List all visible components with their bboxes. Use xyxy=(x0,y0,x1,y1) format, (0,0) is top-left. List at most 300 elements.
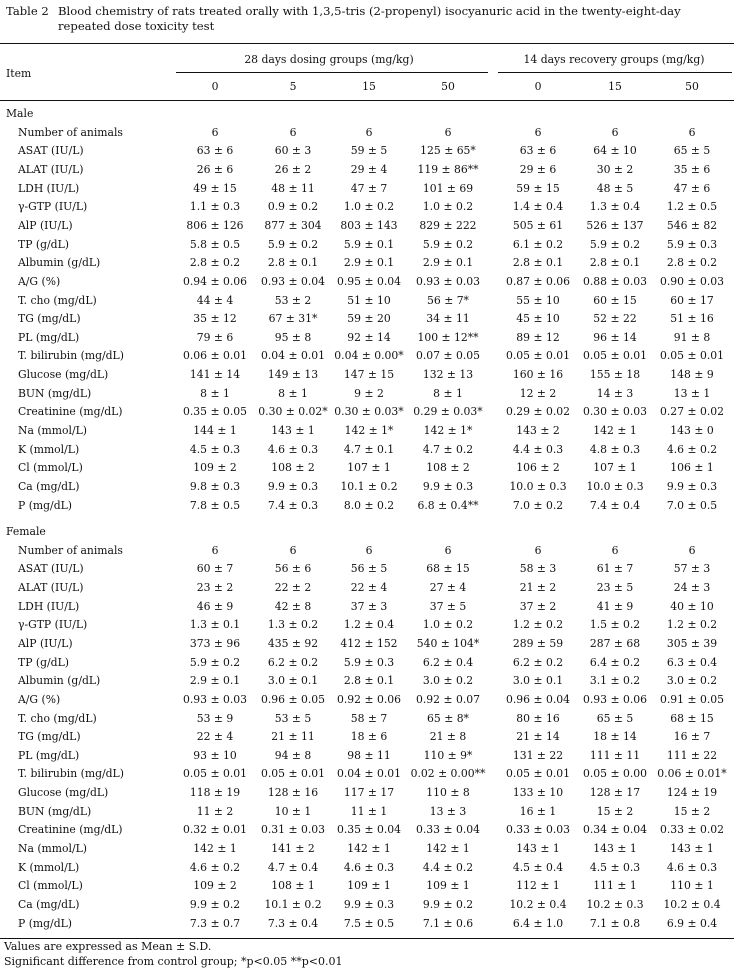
table-number: Table 2 xyxy=(6,4,49,18)
table-cell: 0.93 ± 0.06 xyxy=(583,692,647,706)
table-cell: 803 ± 143 xyxy=(340,218,398,232)
table-cell: 6 xyxy=(688,543,696,557)
table-cell: 141 ± 2 xyxy=(271,842,315,856)
table-cell: 289 ± 59 xyxy=(512,636,564,650)
table-cell: 10.0 ± 0.3 xyxy=(586,480,644,493)
table-cell: 4.6 ± 0.3 xyxy=(343,860,395,874)
bottom-rule xyxy=(0,938,734,939)
table-cell: 143 ± 1 xyxy=(670,842,714,856)
table-cell: 6.2 ± 0.2 xyxy=(267,655,319,669)
table-cell: 60 ± 15 xyxy=(593,293,637,307)
table-cell: 0.32 ± 0.01 xyxy=(183,823,247,837)
table-cell: 2.8 ± 0.1 xyxy=(512,256,564,270)
table-cell: 0.35 ± 0.05 xyxy=(183,405,247,419)
dose-header-cell: 50 xyxy=(685,80,699,93)
table-cell: 10.0 ± 0.3 xyxy=(509,480,567,493)
table-cell: 2.8 ± 0.2 xyxy=(666,256,718,270)
table-cell: 0.02 ± 0.00** xyxy=(410,767,486,781)
row-label: TG (mg/dL) xyxy=(18,312,81,326)
table-cell: 1.4 ± 0.4 xyxy=(512,200,564,214)
table-cell: 111 ± 11 xyxy=(589,748,641,762)
table-cell: 65 ± 8* xyxy=(427,711,469,725)
table-cell: 8 ± 1 xyxy=(433,386,463,400)
table-cell: 106 ± 1 xyxy=(670,461,714,475)
table-cell: 3.0 ± 0.1 xyxy=(512,674,564,688)
table-cell: 2.8 ± 0.2 xyxy=(189,256,241,270)
table-cell: 6 xyxy=(444,125,452,139)
caption-title-line-2: repeated dose toxicity test xyxy=(58,19,215,33)
table-cell: 5.9 ± 0.2 xyxy=(189,655,241,669)
table-cell: 53 ± 2 xyxy=(274,293,312,307)
table-cell: 21 ± 8 xyxy=(429,730,467,744)
table-cell: 30 ± 2 xyxy=(596,162,634,176)
table-cell: 2.8 ± 0.1 xyxy=(267,256,319,270)
table-cell: 6 xyxy=(211,543,219,557)
table-cell: 2.8 ± 0.1 xyxy=(343,674,395,688)
table-cell: 6 xyxy=(534,125,542,139)
table-cell: 6 xyxy=(289,125,297,139)
table-cell: 37 ± 5 xyxy=(429,599,467,613)
table-cell: 131 ± 22 xyxy=(512,748,564,762)
table-cell: 148 ± 9 xyxy=(670,368,714,382)
table-cell: 22 ± 4 xyxy=(350,580,388,594)
row-label: TP (g/dL) xyxy=(18,237,69,251)
table-cell: 8.0 ± 0.2 xyxy=(343,498,395,512)
table-cell: 34 ± 11 xyxy=(426,312,470,326)
table-cell: 37 ± 3 xyxy=(350,599,388,613)
table-cell: 5.9 ± 0.1 xyxy=(343,237,395,251)
table-cell: 143 ± 2 xyxy=(516,424,560,438)
table-cell: 4.5 ± 0.3 xyxy=(189,442,241,456)
table-cell: 93 ± 10 xyxy=(193,748,237,762)
table-cell: 23 ± 5 xyxy=(596,580,634,594)
table-cell: 110 ± 8 xyxy=(426,786,470,800)
table-cell: 142 ± 1 xyxy=(426,842,470,856)
table-cell: 0.91 ± 0.05 xyxy=(660,692,724,706)
table-cell: 65 ± 5 xyxy=(673,144,711,158)
table-cell: 0.95 ± 0.04 xyxy=(337,274,401,288)
table-cell: 0.92 ± 0.06 xyxy=(337,692,401,706)
table-cell: 111 ± 1 xyxy=(593,879,637,893)
table-cell: 0.96 ± 0.04 xyxy=(506,692,570,706)
footnote-significance: Significant difference from control group; *p<0.05 **p<0.01 xyxy=(4,955,343,968)
table-cell: 3.0 ± 0.1 xyxy=(267,674,319,688)
table-cell: 108 ± 1 xyxy=(271,879,315,893)
table-cell: 4.5 ± 0.3 xyxy=(589,860,641,874)
table-cell: 10.1 ± 0.2 xyxy=(264,898,322,911)
table-cell: 16 ± 1 xyxy=(519,804,557,818)
section-heading: Male xyxy=(6,107,34,120)
table-cell: 2.9 ± 0.1 xyxy=(343,256,395,270)
table-cell: 5.8 ± 0.5 xyxy=(189,237,241,251)
table-cell: 4.6 ± 0.3 xyxy=(666,860,718,874)
table-cell: 11 ± 2 xyxy=(196,804,234,818)
table-cell: 89 ± 12 xyxy=(516,330,560,344)
table-cell: 133 ± 10 xyxy=(512,786,564,800)
table-cell: 1.0 ± 0.2 xyxy=(422,200,474,214)
row-label: Number of animals xyxy=(18,543,123,557)
table-cell: 57 ± 3 xyxy=(673,562,711,576)
recovery-group-rule xyxy=(498,72,732,73)
table-cell: 3.1 ± 0.2 xyxy=(589,674,641,688)
table-cell: 59 ± 15 xyxy=(516,181,560,195)
table-cell: 22 ± 2 xyxy=(274,580,312,594)
table-cell: 2.8 ± 0.1 xyxy=(589,256,641,270)
table-cell: 142 ± 1* xyxy=(423,424,473,438)
row-label: ALAT (IU/L) xyxy=(18,162,84,176)
table-cell: 4.7 ± 0.1 xyxy=(343,442,395,456)
table-cell: 4.4 ± 0.2 xyxy=(422,860,474,874)
table-cell: 41 ± 9 xyxy=(596,599,634,613)
table-cell: 4.5 ± 0.4 xyxy=(512,860,564,874)
table-cell: 7.0 ± 0.2 xyxy=(512,498,564,512)
table-cell: 4.4 ± 0.3 xyxy=(512,442,564,456)
dose-header-cell: 15 xyxy=(608,80,622,93)
table-cell: 64 ± 10 xyxy=(593,144,637,158)
table-cell: 29 ± 6 xyxy=(519,162,557,176)
table-cell: 6.4 ± 1.0 xyxy=(512,916,564,930)
item-header: Item xyxy=(6,67,32,80)
table-cell: 4.6 ± 0.2 xyxy=(189,860,241,874)
row-label: γ-GTP (IU/L) xyxy=(18,200,88,214)
row-label: P (mg/dL) xyxy=(18,916,72,930)
table-cell: 6.2 ± 0.2 xyxy=(512,655,564,669)
table-cell: 6 xyxy=(365,125,373,139)
table-cell: 142 ± 1 xyxy=(347,842,391,856)
table-cell: 10.2 ± 0.4 xyxy=(509,898,567,911)
row-label: LDH (IU/L) xyxy=(18,181,80,195)
table-cell: 0.07 ± 0.05 xyxy=(416,349,480,363)
section-heading: Female xyxy=(6,525,46,538)
table-caption xyxy=(6,4,726,34)
table-cell: 128 ± 17 xyxy=(589,786,641,800)
table-cell: 18 ± 6 xyxy=(350,730,388,744)
table-cell: 7.4 ± 0.3 xyxy=(267,498,319,512)
table-cell: 35 ± 12 xyxy=(193,312,237,326)
table-cell: 546 ± 82 xyxy=(666,218,718,232)
table-cell: 142 ± 1 xyxy=(593,424,637,438)
table-cell: 1.1 ± 0.3 xyxy=(189,200,241,214)
row-label: BUN (mg/dL) xyxy=(18,386,92,400)
table-cell: 829 ± 222 xyxy=(419,218,477,232)
table-cell: 107 ± 1 xyxy=(347,461,391,475)
table-cell: 100 ± 12** xyxy=(417,330,479,344)
dose-header-cell: 5 xyxy=(289,80,297,93)
row-label: Glucose (mg/dL) xyxy=(18,368,109,382)
table-cell: 49 ± 15 xyxy=(193,181,237,195)
table-cell: 60 ± 17 xyxy=(670,293,714,307)
table-cell: 21 ± 11 xyxy=(271,730,315,744)
table-cell: 10.2 ± 0.3 xyxy=(586,898,644,911)
table-cell: 61 ± 7 xyxy=(596,562,634,576)
table-cell: 128 ± 16 xyxy=(267,786,319,800)
table-cell: 110 ± 1 xyxy=(670,879,714,893)
table-cell: 5.9 ± 0.3 xyxy=(666,237,718,251)
row-label: Na (mmol/L) xyxy=(18,424,87,438)
table-cell: 1.3 ± 0.1 xyxy=(189,618,241,632)
table-cell: 5.9 ± 0.2 xyxy=(267,237,319,251)
table-cell: 51 ± 10 xyxy=(347,293,391,307)
table-cell: 63 ± 6 xyxy=(519,144,557,158)
row-label: Ca (mg/dL) xyxy=(18,480,80,493)
table-cell: 95 ± 8 xyxy=(274,330,312,344)
table-cell: 0.05 ± 0.01 xyxy=(660,349,724,363)
row-label: PL (mg/dL) xyxy=(18,330,80,344)
table-cell: 112 ± 1 xyxy=(516,879,560,893)
table-cell: 147 ± 15 xyxy=(343,368,395,382)
table-cell: 0.05 ± 0.01 xyxy=(506,349,570,363)
table-cell: 0.06 ± 0.01* xyxy=(657,767,727,781)
table-cell: 15 ± 2 xyxy=(596,804,634,818)
table-cell: 10.1 ± 0.2 xyxy=(340,480,398,493)
table-cell: 0.35 ± 0.04 xyxy=(337,823,401,837)
row-label: ASAT (IU/L) xyxy=(18,562,84,576)
table-cell: 7.1 ± 0.8 xyxy=(589,916,641,930)
top-rule xyxy=(0,43,734,44)
table-cell: 91 ± 8 xyxy=(673,330,711,344)
table-cell: 0.33 ± 0.03 xyxy=(506,823,570,837)
table-cell: 45 ± 10 xyxy=(516,312,560,326)
table-cell: 6.1 ± 0.2 xyxy=(512,237,564,251)
table-cell: 0.05 ± 0.01 xyxy=(261,767,325,781)
table-cell: 6 xyxy=(289,543,297,557)
row-label: γ-GTP (IU/L) xyxy=(18,618,88,632)
table-cell: 0.90 ± 0.03 xyxy=(660,274,724,288)
row-label: T. cho (mg/dL) xyxy=(18,293,97,307)
table-cell: 155 ± 18 xyxy=(589,368,641,382)
table-cell: 7.1 ± 0.6 xyxy=(422,916,474,930)
table-cell: 24 ± 3 xyxy=(673,580,711,594)
table-cell: 108 ± 2 xyxy=(426,461,470,475)
table-cell: 110 ± 9* xyxy=(423,748,473,762)
table-cell: 6 xyxy=(534,543,542,557)
table-cell: 106 ± 2 xyxy=(516,461,560,475)
table-cell: 9.8 ± 0.3 xyxy=(189,480,241,493)
table-cell: 0.06 ± 0.01 xyxy=(183,349,247,363)
table-cell: 117 ± 17 xyxy=(343,786,395,800)
table-cell: 111 ± 22 xyxy=(666,748,718,762)
row-label: Ca (mg/dL) xyxy=(18,898,80,911)
table-cell: 0.94 ± 0.06 xyxy=(183,274,247,288)
table-cell: 80 ± 16 xyxy=(516,711,560,725)
table-cell: 26 ± 2 xyxy=(274,162,312,176)
table-cell: 142 ± 1 xyxy=(193,842,237,856)
table-cell: 5.9 ± 0.2 xyxy=(589,237,641,251)
row-label: K (mmol/L) xyxy=(18,860,80,874)
table-cell: 124 ± 19 xyxy=(666,786,718,800)
table-cell: 0.27 ± 0.02 xyxy=(660,405,724,419)
table-cell: 3.0 ± 0.2 xyxy=(666,674,718,688)
table-cell: 9.9 ± 0.2 xyxy=(189,898,241,911)
table-cell: 8 ± 1 xyxy=(200,386,230,400)
table-cell: 56 ± 7* xyxy=(427,293,469,307)
row-label: T. cho (mg/dL) xyxy=(18,711,97,725)
table-cell: 10 ± 1 xyxy=(274,804,312,818)
table-cell: 63 ± 6 xyxy=(196,144,234,158)
table-cell: 11 ± 1 xyxy=(350,804,388,818)
table-cell: 0.93 ± 0.03 xyxy=(183,692,247,706)
table-cell: 9.9 ± 0.3 xyxy=(666,480,718,493)
table-cell: 5.9 ± 0.3 xyxy=(343,655,395,669)
row-label: ALAT (IU/L) xyxy=(18,580,84,594)
row-label: K (mmol/L) xyxy=(18,442,80,456)
table-cell: 109 ± 1 xyxy=(426,879,470,893)
table-cell: 67 ± 31* xyxy=(268,312,318,326)
table-cell: 37 ± 2 xyxy=(519,599,557,613)
row-label: T. bilirubin (mg/dL) xyxy=(18,767,124,781)
table-cell: 9.9 ± 0.3 xyxy=(267,480,319,493)
table-cell: 132 ± 13 xyxy=(422,368,474,382)
row-label: TP (g/dL) xyxy=(18,655,69,669)
table-cell: 0.30 ± 0.03 xyxy=(583,405,647,419)
table-cell: 0.29 ± 0.03* xyxy=(413,405,483,419)
table-cell: 0.96 ± 0.05 xyxy=(261,692,325,706)
table-cell: 2.9 ± 0.1 xyxy=(189,674,241,688)
table-cell: 9.9 ± 0.2 xyxy=(422,898,474,911)
row-label: Albumin (g/dL) xyxy=(18,674,101,688)
table-cell: 6.4 ± 0.2 xyxy=(589,655,641,669)
row-label: T. bilirubin (mg/dL) xyxy=(18,349,124,363)
table-cell: 68 ± 15 xyxy=(426,562,470,576)
table-cell: 1.3 ± 0.4 xyxy=(589,200,641,214)
table-cell: 1.0 ± 0.2 xyxy=(343,200,395,214)
table-cell: 1.0 ± 0.2 xyxy=(422,618,474,632)
table-cell: 0.29 ± 0.02 xyxy=(506,405,570,419)
table-cell: 109 ± 2 xyxy=(193,879,237,893)
table-cell: 18 ± 14 xyxy=(593,730,637,744)
table-cell: 9 ± 2 xyxy=(354,386,384,400)
table-cell: 540 ± 104* xyxy=(416,636,480,650)
row-label: TG (mg/dL) xyxy=(18,730,81,744)
header-rule xyxy=(0,100,734,101)
table-cell: 7.3 ± 0.4 xyxy=(267,916,319,930)
table-cell: 1.2 ± 0.2 xyxy=(666,618,718,632)
table-cell: 109 ± 2 xyxy=(193,461,237,475)
table-cell: 42 ± 8 xyxy=(274,599,312,613)
table-cell: 46 ± 9 xyxy=(196,599,234,613)
table-cell: 119 ± 86** xyxy=(417,162,479,176)
table-cell: 373 ± 96 xyxy=(189,636,241,650)
table-cell: 287 ± 68 xyxy=(589,636,641,650)
row-label: Albumin (g/dL) xyxy=(18,256,101,270)
table-cell: 1.5 ± 0.2 xyxy=(589,618,641,632)
table-cell: 6.2 ± 0.4 xyxy=(422,655,474,669)
table-cell: 58 ± 7 xyxy=(350,711,388,725)
table-cell: 505 ± 61 xyxy=(512,218,564,232)
table-cell: 0.33 ± 0.04 xyxy=(416,823,480,837)
dose-header-cell: 50 xyxy=(441,80,455,93)
table-cell: 6 xyxy=(611,543,619,557)
table-cell: 0.87 ± 0.06 xyxy=(506,274,570,288)
table-cell: 0.31 ± 0.03 xyxy=(261,823,325,837)
table-cell: 26 ± 6 xyxy=(196,162,234,176)
table-cell: 0.33 ± 0.02 xyxy=(660,823,724,837)
table-cell: 96 ± 14 xyxy=(593,330,637,344)
table-cell: 47 ± 7 xyxy=(350,181,388,195)
table-cell: 48 ± 5 xyxy=(596,181,634,195)
table-cell: 9.9 ± 0.3 xyxy=(343,898,395,911)
table-cell: 10.2 ± 0.4 xyxy=(663,898,721,911)
table-cell: 60 ± 7 xyxy=(196,562,234,576)
table-cell: 0.04 ± 0.01 xyxy=(337,767,401,781)
table-cell: 60 ± 3 xyxy=(274,144,312,158)
table-cell: 12 ± 2 xyxy=(519,386,557,400)
dosing-group-rule xyxy=(176,72,488,73)
table-cell: 0.04 ± 0.01 xyxy=(261,349,325,363)
table-cell: 0.04 ± 0.00* xyxy=(334,349,404,363)
table-cell: 0.9 ± 0.2 xyxy=(267,200,319,214)
table-cell: 435 ± 92 xyxy=(267,636,319,650)
table-cell: 0.05 ± 0.01 xyxy=(583,349,647,363)
table-cell: 40 ± 10 xyxy=(670,599,714,613)
row-label: AlP (IU/L) xyxy=(18,636,73,650)
table-cell: 53 ± 5 xyxy=(274,711,312,725)
table-cell: 15 ± 2 xyxy=(673,804,711,818)
table-cell: 142 ± 1* xyxy=(344,424,394,438)
table-cell: 16 ± 7 xyxy=(673,730,711,744)
table-cell: 79 ± 6 xyxy=(196,330,234,344)
dose-header-cell: 0 xyxy=(211,80,219,93)
table-cell: 0.93 ± 0.03 xyxy=(416,274,480,288)
table-cell: 92 ± 14 xyxy=(347,330,391,344)
table-cell: 13 ± 3 xyxy=(429,804,467,818)
table-cell: 48 ± 11 xyxy=(271,181,315,195)
row-label: Cl (mmol/L) xyxy=(18,461,83,475)
table-cell: 52 ± 22 xyxy=(593,312,637,326)
table-cell: 806 ± 126 xyxy=(186,218,244,232)
table-cell: 149 ± 13 xyxy=(267,368,319,382)
row-label: AlP (IU/L) xyxy=(18,218,73,232)
footnote-values: Values are expressed as Mean ± S.D. xyxy=(4,940,212,953)
table-cell: 21 ± 14 xyxy=(516,730,560,744)
row-label: P (mg/dL) xyxy=(18,498,72,512)
table-cell: 51 ± 16 xyxy=(670,312,714,326)
table-cell: 21 ± 2 xyxy=(519,580,557,594)
row-label: ASAT (IU/L) xyxy=(18,144,84,158)
table-cell: 1.3 ± 0.2 xyxy=(267,618,319,632)
table-cell: 6 xyxy=(365,543,373,557)
row-label: Creatinine (mg/dL) xyxy=(18,823,123,837)
table-cell: 56 ± 5 xyxy=(350,562,388,576)
table-cell: 0.30 ± 0.02* xyxy=(258,405,328,419)
table-cell: 0.30 ± 0.03* xyxy=(334,405,404,419)
table-cell: 94 ± 8 xyxy=(274,748,312,762)
table-cell: 13 ± 1 xyxy=(673,386,711,400)
table-cell: 0.34 ± 0.04 xyxy=(583,823,647,837)
table-cell: 4.7 ± 0.4 xyxy=(267,860,319,874)
table-cell: 7.8 ± 0.5 xyxy=(189,498,241,512)
table-cell: 59 ± 5 xyxy=(350,144,388,158)
recovery-group-header: 14 days recovery groups (mg/kg) xyxy=(523,53,705,66)
table-cell: 143 ± 1 xyxy=(271,424,315,438)
table-cell: 65 ± 5 xyxy=(596,711,634,725)
table-cell: 56 ± 6 xyxy=(274,562,312,576)
row-label: PL (mg/dL) xyxy=(18,748,80,762)
row-label: BUN (mg/dL) xyxy=(18,804,92,818)
table-cell: 7.4 ± 0.4 xyxy=(589,498,641,512)
table-cell: 68 ± 15 xyxy=(670,711,714,725)
table-cell: 53 ± 9 xyxy=(196,711,234,725)
table-cell: 7.3 ± 0.7 xyxy=(189,916,241,930)
table-cell: 4.6 ± 0.3 xyxy=(267,442,319,456)
table-cell: 47 ± 6 xyxy=(673,181,711,195)
table-cell: 0.05 ± 0.01 xyxy=(506,767,570,781)
table-cell: 2.9 ± 0.1 xyxy=(422,256,474,270)
table-cell: 0.88 ± 0.03 xyxy=(583,274,647,288)
table-cell: 0.93 ± 0.04 xyxy=(261,274,325,288)
caption-title-line-1: Blood chemistry of rats treated orally with 1,3,5-tris (2-propenyl) isocyanuric acid in the twenty-eight-day xyxy=(58,4,681,18)
table-cell: 98 ± 11 xyxy=(347,748,391,762)
